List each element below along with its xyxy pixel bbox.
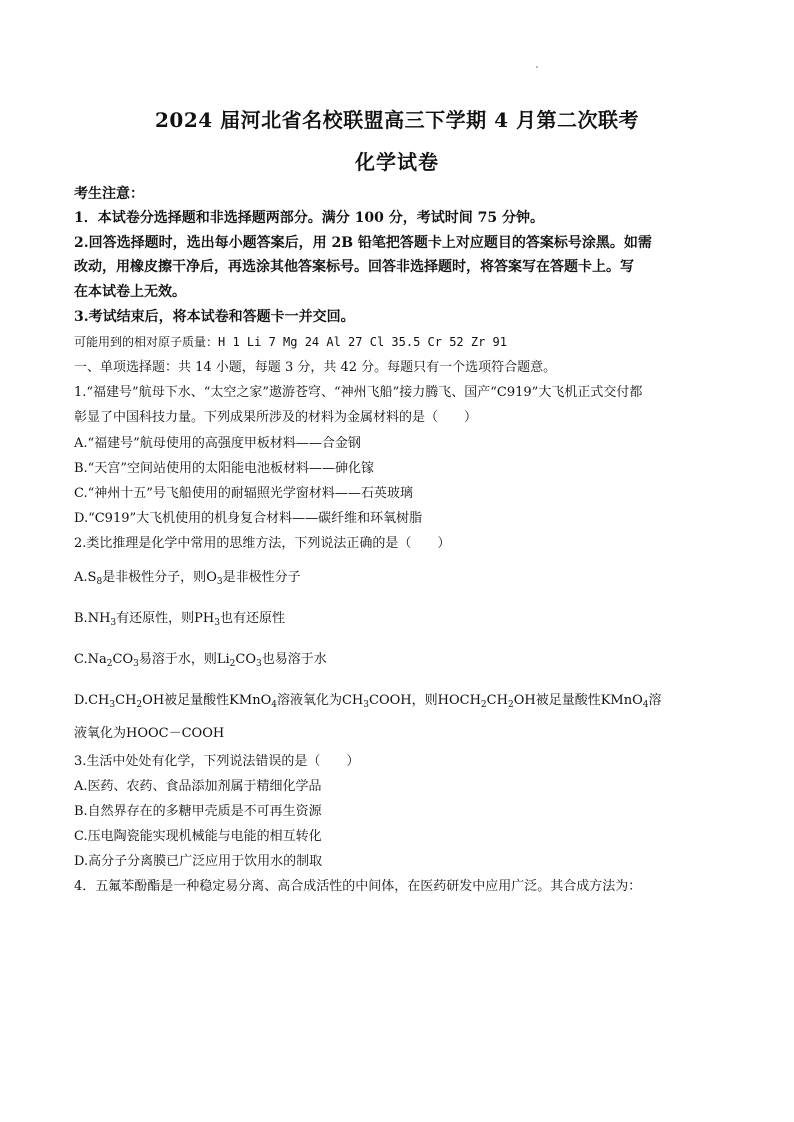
q3-option-a: A.医药、农药、食品添加剂属于精细化学品 [74, 779, 322, 794]
notice-item-2-line3: 在本试卷上无效。 [74, 284, 186, 300]
q2-option-d-line2: 液氧化为HOOC－COOH [74, 726, 225, 741]
q2-option-d-line1: $D.CH_3CH_2OH$被足量酸性KMnO$_4$溶液氧化为$CH_3COOH$，则$HOCH_2CH_2OH$被足量酸性KMnO$_4$溶 [74, 693, 662, 710]
q4-stem: 4．五氟苯酚酯是一种稳定易分离、高合成活性的中间体，在医药研发中应用广泛。其合成方法为： [74, 879, 642, 894]
q2-option-c: $C.Na_2CO_3$易溶于水，则$Li_2CO_3$也易溶于水 [74, 652, 327, 669]
q1-option-d: D.“C919”大飞机使用的机身复合材料——碳纤维和环氧树脂 [74, 511, 423, 526]
q3-option-d: D.高分子分离膜已广泛应用于饮用水的制取 [74, 854, 323, 869]
notice-item-3: 3.考试结束后，将本试卷和答题卡一并交回。 [74, 309, 355, 325]
notice-item-1: 1．本试卷分选择题和非选择题两部分。满分 100 分，考试时间 75 分钟。 [74, 210, 544, 226]
q1-stem-line1: 1.“福建号”航母下水、“太空之家”遨游苍穹、“神州飞船”接力腾飞、国产“C919”大飞机正式交付都 [74, 385, 643, 400]
q3-option-c: C.压电陶瓷能实现机械能与电能的相互转化 [74, 829, 322, 844]
notice-item-2-line1: 2.回答选择题时，选出每小题答案后，用 2B 铅笔把答题卡上对应题目的答案标号涂黑。如需 [74, 235, 652, 251]
atomic-masses: 可能用到的相对原子质量：H 1 Li 7 Mg 24 Al 27 Cl 35.5 Cr 52 Zr 91 [74, 335, 507, 349]
q1-option-b: B.“天宫”空间站使用的太阳能电池板材料——砷化镓 [74, 461, 374, 476]
q3-option-b: B.自然界存在的多糖甲壳质是不可再生资源 [74, 804, 322, 819]
q1-option-c: C.“神州十五”号飞船使用的耐辐照光学窗材料——石英玻璃 [74, 486, 413, 501]
section-heading: 一、单项选择题：共 14 小题，每题 3 分，共 42 分。每题只有一个选项符合题意。 [74, 360, 557, 375]
notice-item-2-line2: 改动，用橡皮擦干净后，再选涂其他答案标号。回答非选择题时，将答案写在答题卡上。写 [74, 259, 634, 275]
q3-stem: 3.生活中处处有化学，下列说法错误的是（ ） [74, 754, 360, 769]
q2-option-a: $A.S_8$是非极性分子，则$O_3$是非极性分子 [74, 570, 301, 587]
exam-title: 2024 届河北省名校联盟高三下学期 4 月第二次联考 [155, 108, 639, 132]
q1-stem-line2: 彰显了中国科技力量。下列成果所涉及的材料为金属材料的是（ ） [74, 410, 478, 425]
q1-option-a: A.“福建号”航母使用的高强度甲板材料——合金钢 [74, 436, 361, 451]
scan-speck [536, 66, 538, 68]
q2-stem: 2.类比推理是化学中常用的思维方法，下列说法正确的是（ ） [74, 536, 451, 551]
q2-option-b: $B.NH_3$有还原性，则$PH_3$也有还原性 [74, 611, 285, 628]
notice-heading: 考生注意： [74, 186, 144, 202]
exam-subject: 化学试卷 [355, 150, 439, 174]
